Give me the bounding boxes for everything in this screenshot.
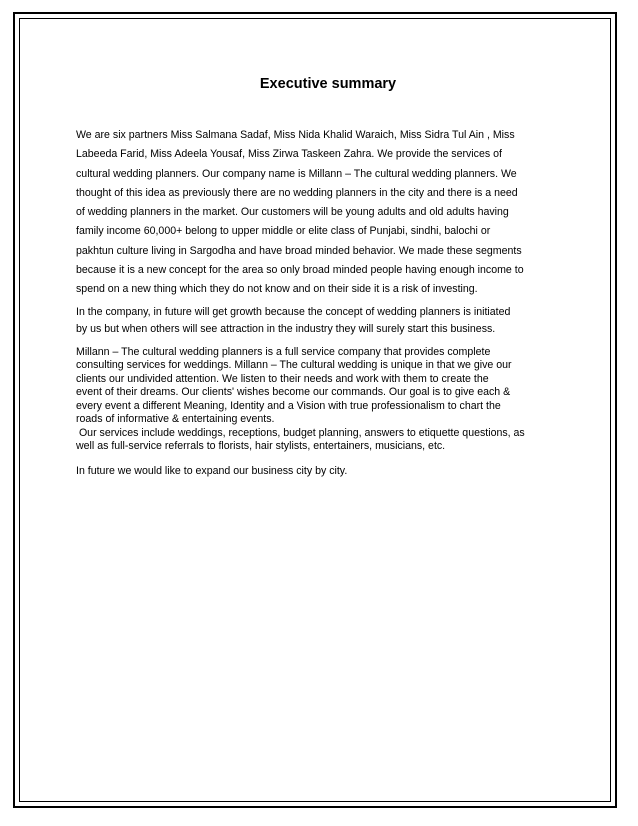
text-line: pakhtun culture living in Sargodha and have broad minded behavior. We made these segments <box>76 244 522 257</box>
text-line: We are six partners Miss Salmana Sadaf, Miss Nida Khalid Waraich, Miss Sidra Tul Ain , Miss <box>76 129 515 141</box>
text-line: because it is a new concept for the area so only broad minded people having enough income to <box>76 264 524 277</box>
text-line: well as full-service referrals to florists, hair stylists, entertainers, musicians, etc. <box>76 440 446 453</box>
document-title: Executive summary <box>259 76 397 92</box>
text-line: In the company, in future will get growth because the concept of wedding planners is initiated <box>76 305 511 318</box>
text-line: In future we would like to expand our business city by city. <box>76 464 348 477</box>
text-line: by us but when others will see attraction in the industry they will surely start this business. <box>76 323 496 336</box>
paragraph-services <box>76 346 576 454</box>
text-line: of wedding planners in the market. Our customers will be young adults and old adults having <box>76 206 509 219</box>
text-line: spend on a new thing which they do not know and on their side it is a risk of investing. <box>76 283 478 296</box>
text-line: cultural wedding planners. Our company name is Millann – The cultural wedding planners. We <box>76 167 517 180</box>
paragraph-partners <box>76 126 576 300</box>
paragraph-future <box>76 465 576 479</box>
text-line: clients our undivided attention. We listen to their needs and work with them to create the <box>76 372 489 385</box>
text-line: event of their dreams. Our clients' wishes become our commands. Our goal is to give each & <box>76 386 511 399</box>
paragraph-growth <box>76 304 576 339</box>
text-line: thought of this idea as previously there are no wedding planners in the city and there is a need <box>76 186 518 199</box>
text-line: roads of informative & entertaining events. <box>76 413 275 426</box>
text-line: consulting services for weddings. Millann – The cultural wedding is unique in that we give our <box>76 359 512 372</box>
text-line: Labeeda Farid, Miss Adeela Yousaf, Miss Zirwa Taskeen Zahra. We provide the services of <box>76 148 502 161</box>
text-line: family income 60,000+ belong to upper middle or elite class of Punjabi, sindhi, balochi or <box>76 225 491 238</box>
document-body <box>76 76 576 478</box>
text-line: Our services include weddings, receptions, budget planning, answers to etiquette questions, as <box>76 426 525 439</box>
text-line: every event a different Meaning, Identity and a Vision with true professionalism to chart the <box>76 399 501 412</box>
text-line: Millann – The cultural wedding planners is a full service company that provides complete <box>76 345 491 358</box>
